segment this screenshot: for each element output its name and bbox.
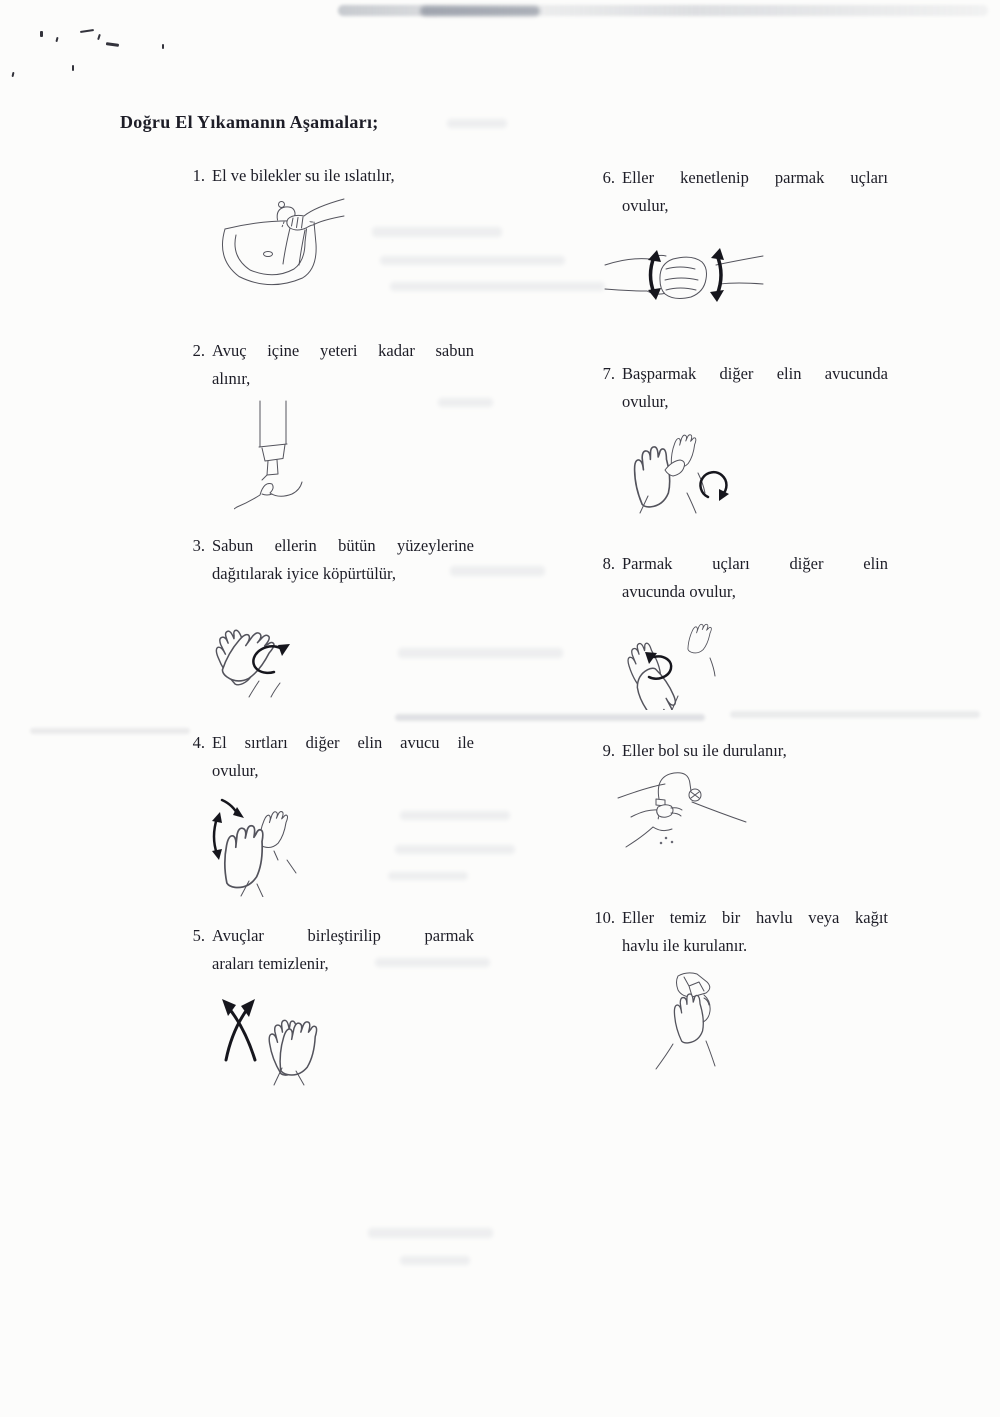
interlocked-hands-illustration — [604, 236, 888, 314]
hands-rinsed-illustration — [616, 767, 888, 857]
step-text-line: Başparmak diğer elin avucunda — [622, 364, 888, 383]
fingertips-rubbed-in-palm-illustration — [616, 612, 888, 710]
step-text-line: avucunda ovulur, — [622, 582, 736, 601]
step-text-line: ovulur, — [622, 196, 669, 215]
step-text-line: dağıtılarak iyice köpürtülür, — [212, 564, 396, 583]
scan-artifact-mid-smudge — [30, 728, 190, 734]
step-number: 4. — [192, 733, 205, 752]
step-number: 10. — [594, 908, 615, 927]
step-5 — [178, 922, 474, 1086]
scan-artifact-pen-mark — [72, 65, 74, 71]
scan-artifact-pen-mark — [12, 72, 15, 77]
step-text-line: ovulur, — [622, 392, 669, 411]
scan-artifact-pen-mark — [106, 42, 119, 46]
interlaced-fingers-illustration — [212, 986, 474, 1086]
step-number: 8. — [602, 554, 615, 573]
step-text-line: ovulur, — [212, 761, 259, 780]
step-number: 9. — [602, 741, 615, 760]
step-text-line: El ve bilekler su ile ıslatılır, — [212, 166, 395, 185]
step-1 — [178, 162, 474, 294]
step-text-line: Parmak uçları diğer elin — [622, 554, 888, 573]
step-text-line: Avuçlar birleştirilip parmak — [212, 926, 474, 945]
step-8 — [588, 550, 888, 710]
hands-wetted-under-tap-illustration — [210, 194, 474, 294]
step-text-line: Eller bol su ile durulanır, — [622, 741, 787, 760]
step-text-line: araları temizlenir, — [212, 954, 329, 973]
scan-artifact-top-smudge — [338, 5, 988, 16]
step-text-line: Avuç içine yeteri kadar sabun — [212, 341, 474, 360]
hands-dried-with-towel-illustration — [639, 970, 888, 1070]
scan-artifact-ghost-text — [368, 1228, 493, 1238]
scan-artifact-top-smudge-dark — [420, 6, 540, 16]
step-number: 5. — [192, 926, 205, 945]
step-3 — [178, 532, 474, 698]
step-text-line: Sabun ellerin bütün yüzeylerine — [212, 536, 474, 555]
thumb-rubbed-in-palm-illustration — [612, 418, 888, 514]
step-text-line: Eller kenetlenip parmak uçları — [622, 168, 888, 187]
soap-dispenser-illustration — [234, 399, 474, 517]
step-text-line: havlu ile kurulanır. — [622, 936, 748, 955]
step-2 — [178, 337, 474, 517]
scan-artifact-ghost-text — [400, 1256, 470, 1265]
step-4 — [178, 729, 474, 897]
scan-artifact-ghost-text — [447, 119, 507, 128]
back-of-hands-rubbed-illustration — [198, 791, 474, 897]
scan-artifact-pen-mark — [162, 44, 164, 49]
step-number: 2. — [192, 341, 205, 360]
scan-artifact-mid-smudge — [730, 711, 980, 718]
step-text-line: alınır, — [212, 369, 251, 388]
step-7 — [588, 360, 888, 514]
page-title: Doğru El Yıkamanın Aşamaları; — [120, 112, 379, 132]
step-10 — [585, 904, 888, 1070]
scan-artifact-mid-smudge — [395, 714, 705, 721]
scan-artifact-pen-mark — [40, 31, 43, 37]
step-number: 3. — [192, 536, 205, 555]
scan-artifact-pen-mark — [80, 29, 94, 33]
scan-artifact-pen-mark — [55, 37, 58, 42]
step-text-line: Eller temiz bir havlu veya kağıt — [622, 908, 888, 927]
step-number: 7. — [602, 364, 615, 383]
palms-rubbed-circular-illustration — [200, 596, 474, 698]
scan-artifact-pen-mark — [97, 34, 101, 40]
step-6 — [588, 164, 888, 314]
step-9 — [588, 737, 888, 857]
step-number: 6. — [602, 168, 615, 187]
step-text-line: El sırtları diğer elin avucu ile — [212, 733, 474, 752]
step-number: 1. — [192, 166, 205, 185]
